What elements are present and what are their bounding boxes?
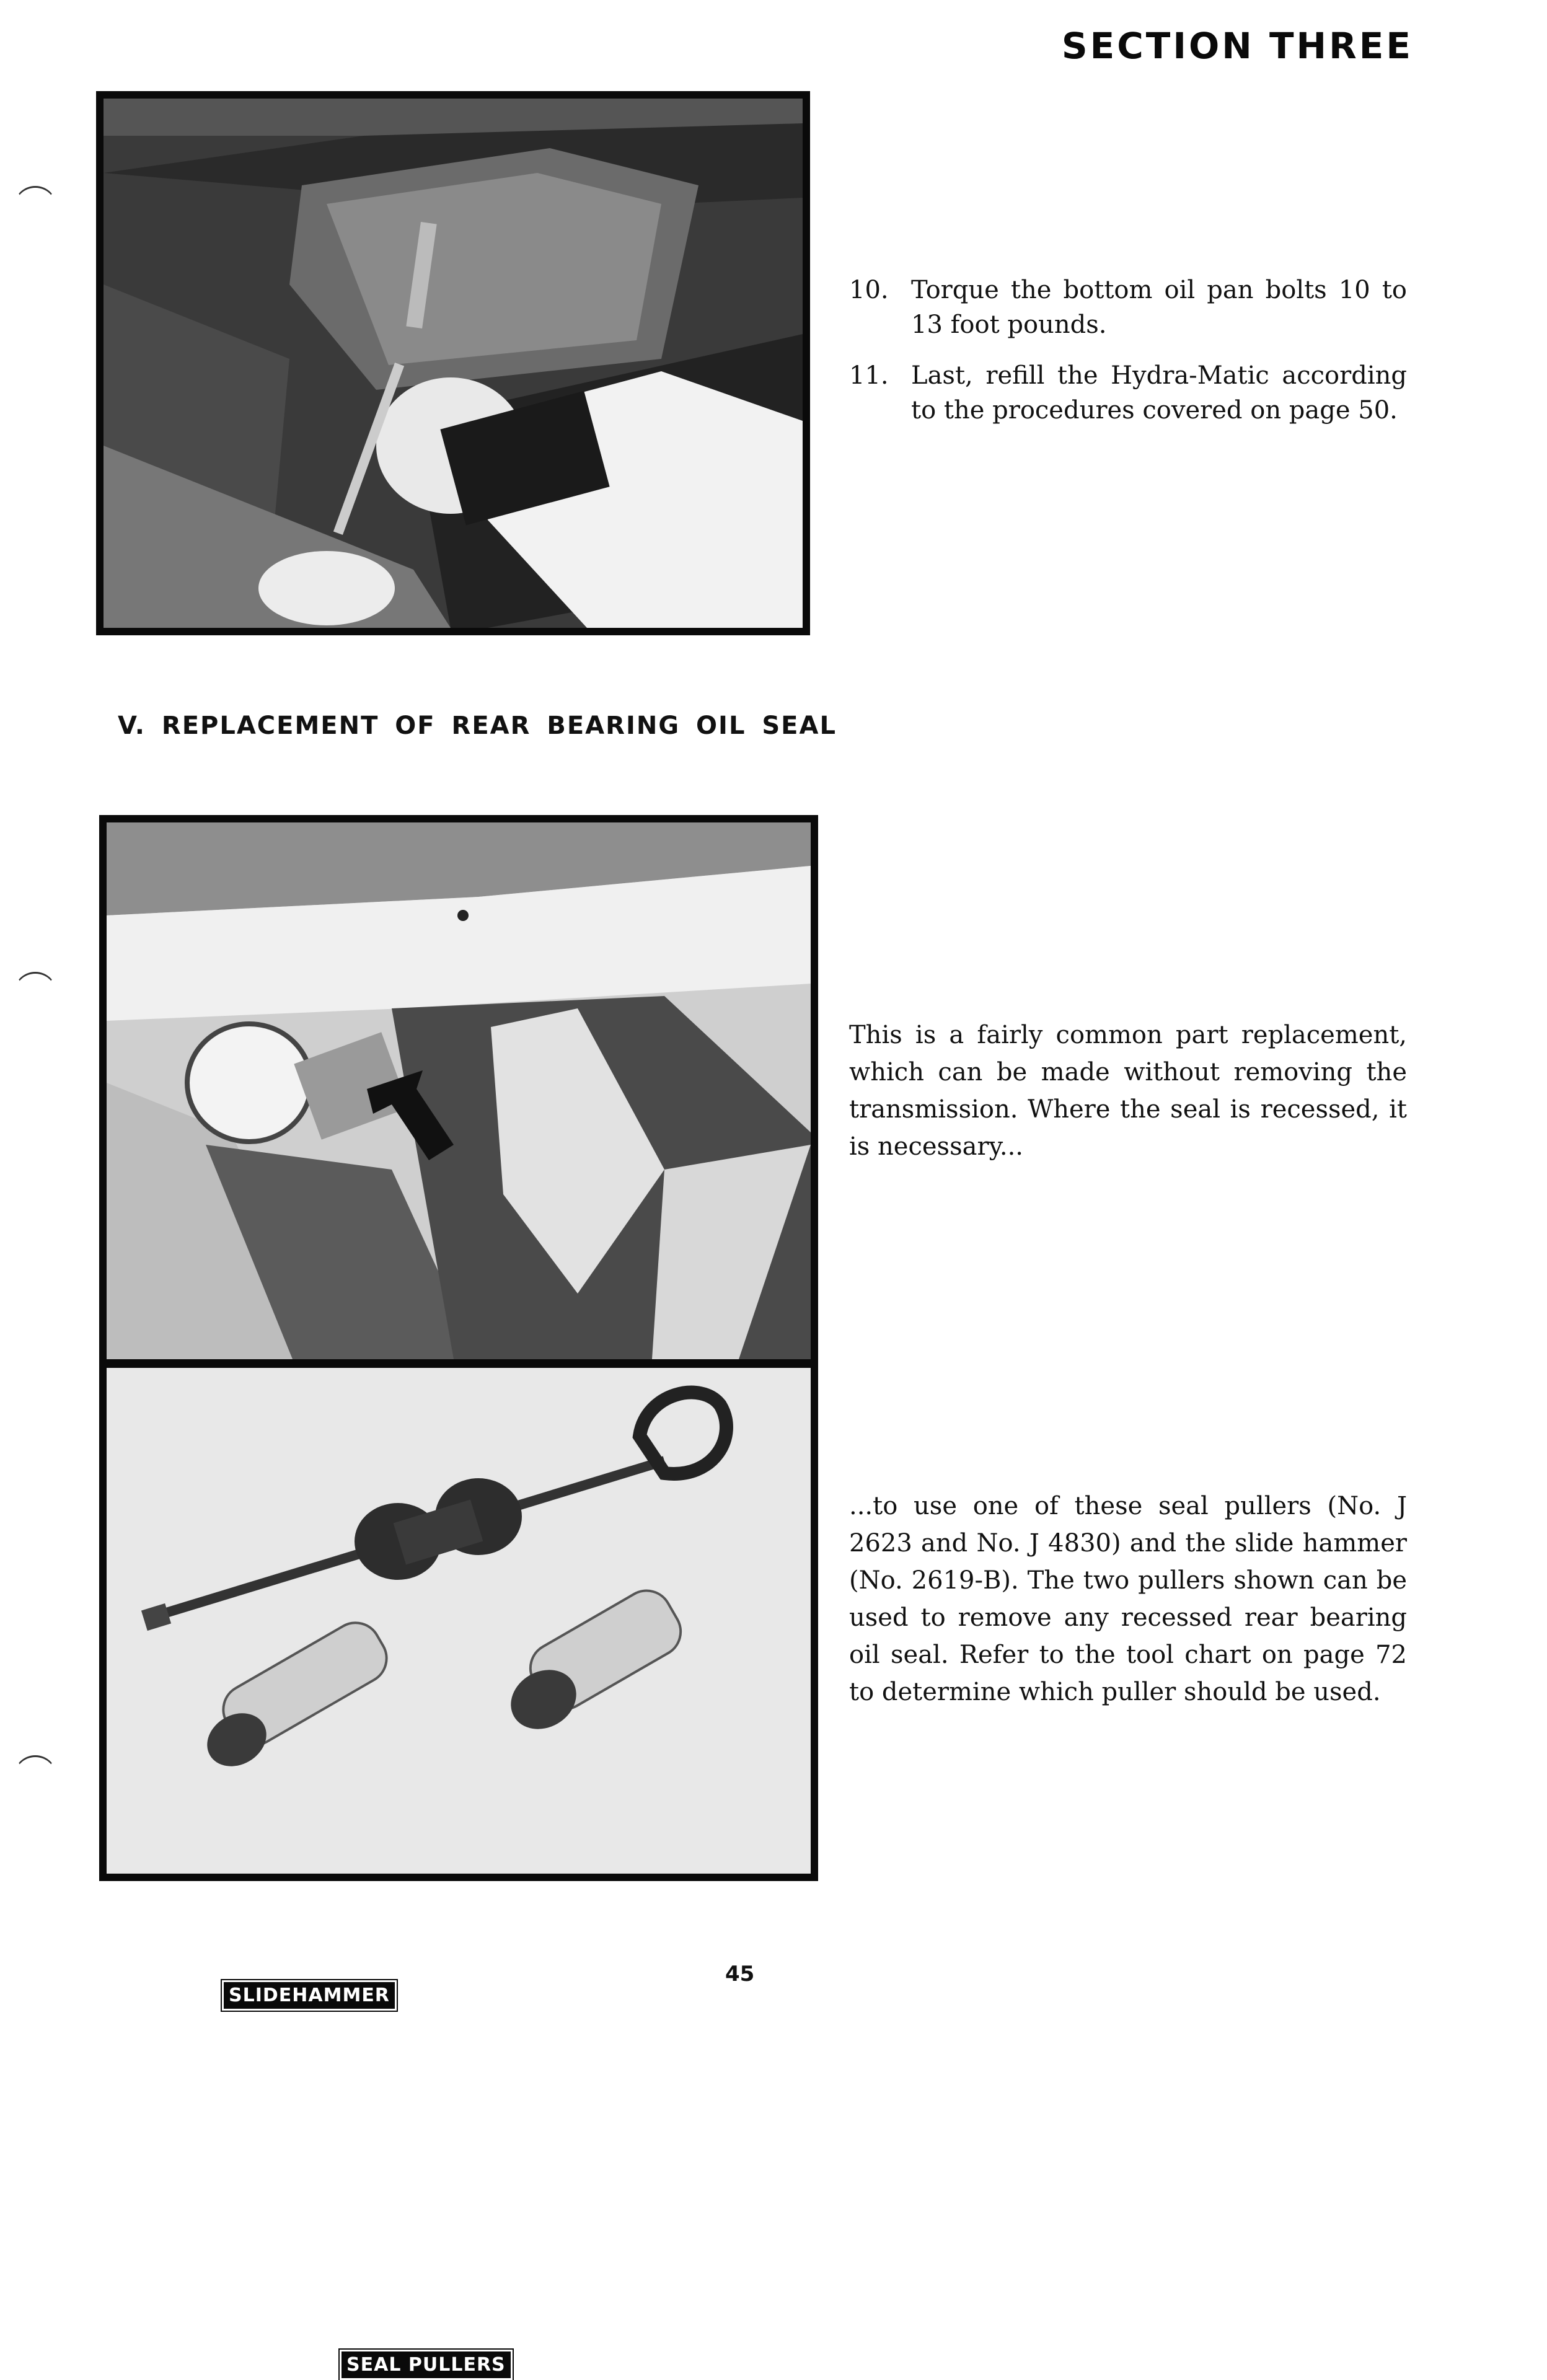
oil-pan-photo-illustration <box>104 99 803 628</box>
procedure-steps <box>849 273 1407 444</box>
binder-hole-mark <box>14 972 57 1015</box>
binder-hole-mark <box>14 1755 57 1799</box>
photo-oil-pan-torque <box>96 91 810 635</box>
subsection-heading: V. REPLACEMENT OF REAR BEARING OIL SEAL <box>118 712 837 740</box>
page-number: 45 <box>725 1962 755 1986</box>
step-item <box>849 273 1407 342</box>
binder-hole-mark <box>14 186 57 229</box>
step-item <box>849 358 1407 428</box>
step-text: Last, refill the Hydra-Matic according to the procedures covered on page 50. <box>911 361 1407 425</box>
step-text: Torque the bottom oil pan bolts 10 to 13 foot pounds. <box>911 276 1407 339</box>
photo-divider <box>107 1359 811 1368</box>
section-heading: SECTION THREE <box>1061 25 1413 67</box>
tools-paragraph: ...to use one of these seal pullers (No. J 2623 and No. J 4830) and the slide hammer (No. 2619-B). The two pullers shown can be used to remove any recessed rear bearing oil seal. Refer to the tool chart on page 72 to determine which puller should be used. <box>849 1492 1407 1706</box>
intro-paragraph: This is a fairly common part replacement, which can be made without removing the transmission. Where the seal is recessed, it is necessary... <box>849 1021 1407 1161</box>
seal-pullers-label: SEAL PULLERS <box>340 2350 513 2380</box>
rear-seal-photo-illustration <box>107 822 811 1359</box>
step-number: 10. <box>849 276 889 304</box>
step-number: 11. <box>849 361 889 390</box>
tools-photo-illustration <box>107 1368 811 1874</box>
slidehammer-label: SLIDEHAMMER <box>222 1980 397 2011</box>
